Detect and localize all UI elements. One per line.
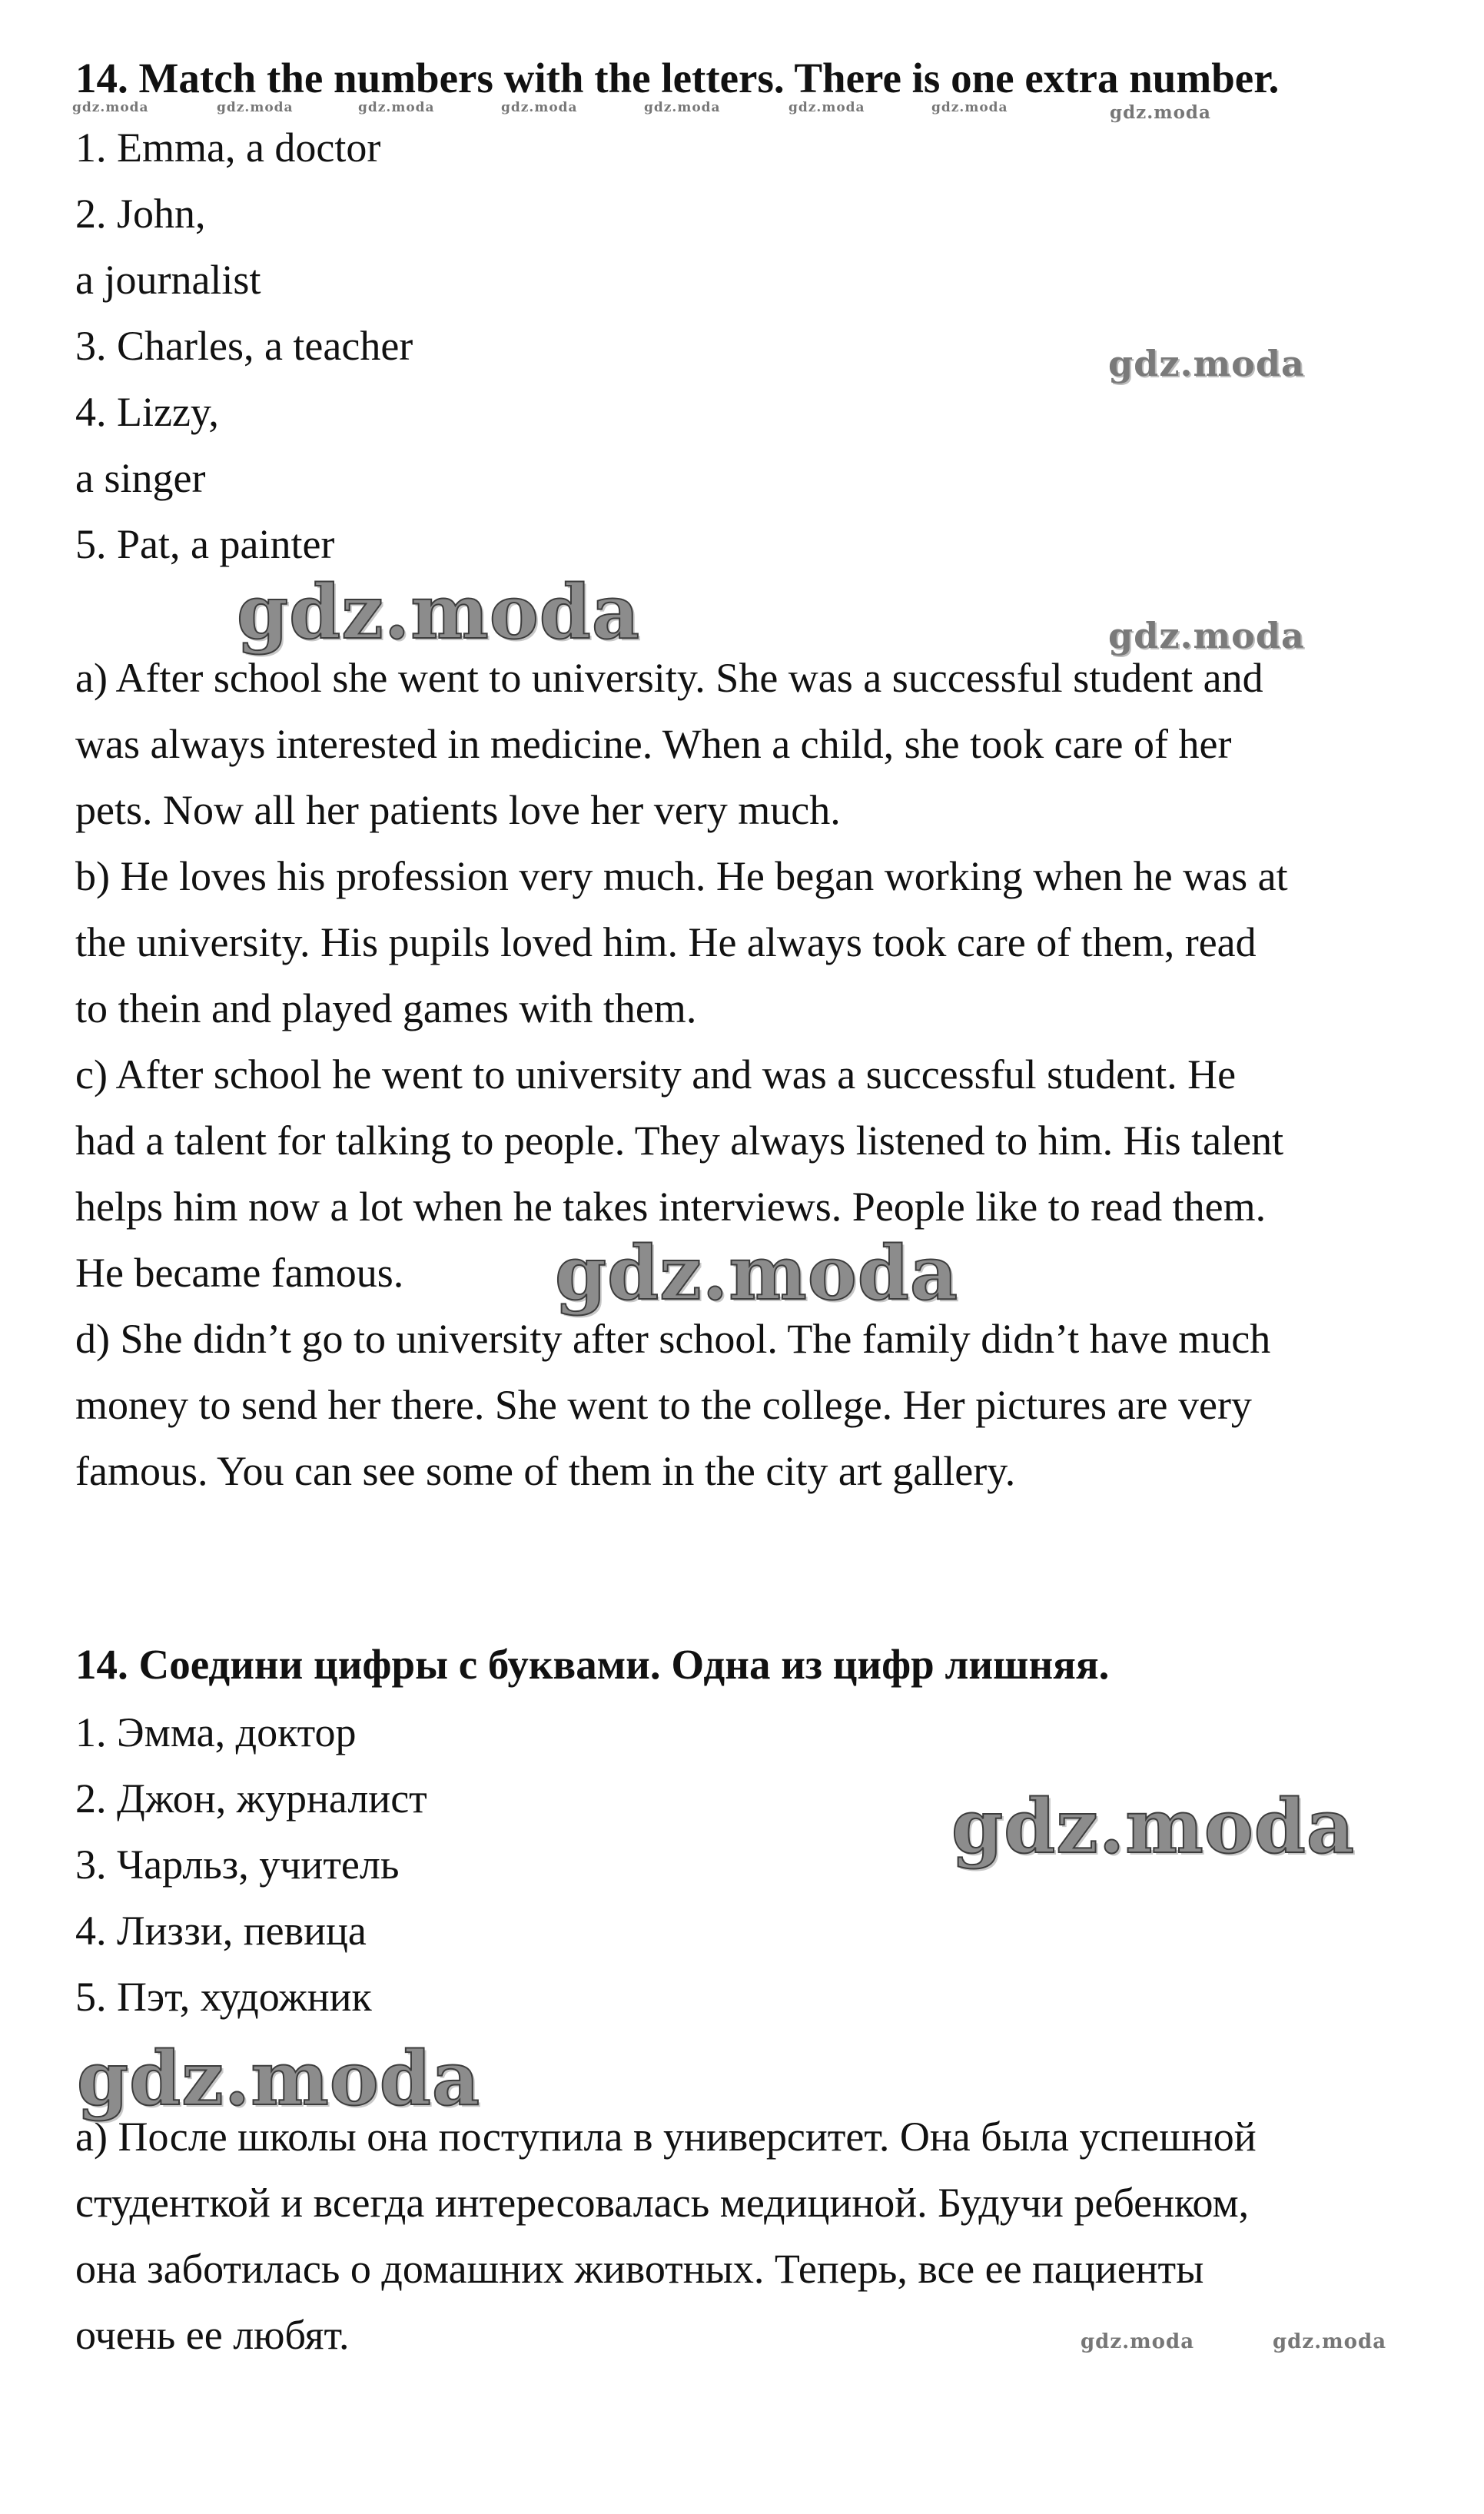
english-paragraph-line: famous. You can see some of them in the city art gallery. [75, 1448, 1016, 1494]
watermark: gdz.moda [237, 569, 641, 656]
english-item: 4. Lizzy, [75, 389, 219, 435]
english-paragraph-line: b) He loves his profession very much. He began working when he was at [75, 853, 1288, 899]
english-paragraph-line: money to send her there. She went to the college. Her pictures are very [75, 1382, 1252, 1428]
watermark: gdz.moda [951, 1783, 1356, 1870]
watermark: gdz.moda [931, 100, 1008, 115]
russian-item: 2. Джон, журналист [75, 1775, 427, 1822]
english-item: a singer [75, 455, 206, 501]
english-paragraph-line: had a talent for talking to people. They always listened to him. His talent [75, 1118, 1284, 1164]
russian-item: 5. Пэт, художник [75, 1974, 372, 2020]
english-paragraph-line: helps him now a lot when he takes interviews. People like to read them. [75, 1184, 1267, 1230]
watermark: gdz.moda [72, 100, 149, 115]
watermark: gdz.moda [788, 100, 865, 115]
english-paragraph-line: pets. Now all her patients love her very much. [75, 787, 841, 833]
russian-heading: 14. Соедини цифры с буквами. Одна из цифр лишняя. [75, 1641, 1110, 1688]
watermark: gdz.moda [501, 100, 578, 115]
english-item: a journalist [75, 257, 261, 303]
english-heading: 14. Match the numbers with the letters. There is one extra number. [75, 55, 1280, 101]
english-item: 2. John, [75, 191, 206, 237]
english-paragraph-line: was always interested in medicine. When a child, she took care of her [75, 721, 1232, 767]
watermark: gdz.moda [644, 100, 721, 115]
russian-paragraph-line: а) После школы она поступила в университет. Она была успешной [75, 2114, 1257, 2160]
english-paragraph-line: c) After school he went to university and was a successful student. He [75, 1051, 1237, 1098]
watermark: gdz.moda [1108, 343, 1305, 384]
english-paragraph-line: the university. His pupils loved him. He always took care of them, read [75, 919, 1257, 965]
english-paragraph-line: He became famous. [75, 1250, 404, 1296]
russian-item: 3. Чарльз, учитель [75, 1841, 400, 1888]
english-item: 1. Emma, a doctor [75, 125, 381, 171]
russian-item: 4. Лиззи, певица [75, 1908, 367, 1954]
english-paragraph-line: d) She didn’t go to university after school. The family didn’t have much [75, 1316, 1271, 1362]
russian-paragraph-line: студенткой и всегда интересовалась медициной. Будучи ребенком, [75, 2180, 1250, 2226]
watermark: gdz.moda [1110, 102, 1211, 123]
russian-paragraph-line: очень ее любят. [75, 2312, 350, 2358]
english-paragraph-line: to thein and played games with them. [75, 985, 697, 1031]
english-item: 3. Charles, a teacher [75, 323, 413, 369]
watermark: gdz.moda [358, 100, 435, 115]
watermark: gdz.moda [555, 1230, 959, 1317]
watermark: gdz.moda [77, 2035, 481, 2122]
russian-paragraph-line: она заботилась о домашних животных. Теперь, все ее пациенты [75, 2246, 1204, 2292]
english-item: 5. Pat, a painter [75, 521, 335, 567]
watermark: gdz.moda [217, 100, 294, 115]
watermark: gdz.moda [1273, 2330, 1387, 2353]
watermark: gdz.moda [1081, 2330, 1195, 2353]
russian-item: 1. Эмма, доктор [75, 1709, 357, 1755]
watermark: gdz.moda [1108, 615, 1305, 656]
english-paragraph-line: a) After school she went to university. She was a successful student and [75, 655, 1263, 701]
